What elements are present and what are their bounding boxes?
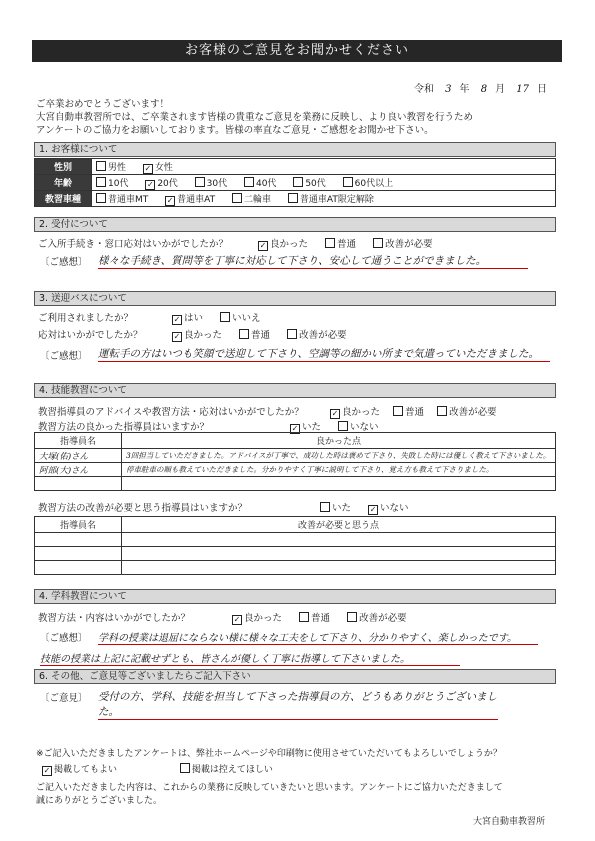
table-row bbox=[35, 561, 556, 575]
bad-instructor-question: 教習方法の改善が必要と思う指導員はいますか？ bbox=[38, 503, 248, 514]
age-label: 年齢 bbox=[35, 175, 92, 191]
date-year: 3 bbox=[445, 84, 452, 95]
instructor-good-point[interactable] bbox=[122, 477, 556, 491]
option-good[interactable]: ✓ 良かった bbox=[259, 239, 309, 250]
checkbox[interactable] bbox=[437, 406, 447, 416]
intro-line-3: アンケートのご協力をお願いしております。皆様の率直なご意見・ご感想をお聞かせ下さい。 bbox=[36, 125, 434, 136]
bad-instructor-table bbox=[34, 516, 556, 575]
publish-permission-note: ※ご記入いただきましたアンケートは、弊社ホームページや印刷物に使用させていただいてもよろしいでしょうか？ bbox=[36, 749, 502, 759]
checkbox-checked[interactable]: ✓ bbox=[173, 332, 181, 341]
vehicle-option[interactable]: 二輪車 bbox=[232, 192, 271, 205]
thanks-line-2: 誠にありがとうございました。 bbox=[36, 796, 163, 806]
section-6-header: 6. その他、ご意見等ございましたらご記入下さい bbox=[34, 669, 556, 684]
customer-info-table bbox=[34, 158, 556, 207]
lecture-comment-line-1[interactable]: 学科の授業は退屈にならない様に様々な工夫をして下さり、分かりやすく、楽しかったです。 bbox=[98, 629, 538, 645]
option-publish-ok[interactable]: ✓ 掲載してもよい bbox=[43, 765, 118, 775]
checkbox-checked[interactable]: ✓ bbox=[173, 315, 181, 324]
vehicle-option[interactable]: ✓ 普通車AT bbox=[166, 194, 216, 205]
instructor-good-point[interactable]: 停車駐車の順も教えていただきました。分かりやすく丁寧に説明して下さり、覚え方も教えて下さりました。 bbox=[122, 463, 556, 477]
table-row bbox=[35, 547, 556, 561]
skill-question: 教習指導員のアドバイスや教習方法・応対はいかがでしたか？ bbox=[38, 407, 304, 418]
instructor-good-point[interactable]: 3回担当していただきました。アドバイスが丁寧で、成功した時は褒めて下さり、失敗した時には優しく教えて下さいました。 bbox=[122, 449, 556, 463]
option-normal[interactable]: 普通 bbox=[299, 610, 330, 624]
checkbox[interactable] bbox=[338, 421, 348, 431]
age-option[interactable]: 40代 bbox=[244, 176, 276, 189]
checkbox[interactable] bbox=[373, 238, 383, 248]
reception-question: ご入所手続き・窓口応対はいかがでしたか？ bbox=[38, 239, 229, 250]
checkbox[interactable] bbox=[287, 329, 297, 339]
form-title: お客様のご意見をお聞かせください bbox=[32, 40, 562, 62]
bus-use-options bbox=[172, 310, 275, 325]
option-normal[interactable]: 普通 bbox=[325, 236, 356, 250]
instructor-bad-point[interactable] bbox=[122, 533, 556, 547]
checkbox[interactable] bbox=[393, 406, 403, 416]
checkbox[interactable] bbox=[293, 177, 303, 187]
date-day: 17 bbox=[516, 84, 529, 95]
section-5-header: 4. 学科教習について bbox=[34, 589, 556, 604]
checkbox-checked[interactable]: ✓ bbox=[291, 424, 299, 433]
checkbox[interactable] bbox=[195, 177, 205, 187]
checkbox[interactable] bbox=[325, 238, 335, 248]
age-option[interactable]: ✓ 20代 bbox=[146, 178, 178, 189]
checkbox-checked[interactable]: ✓ bbox=[369, 505, 377, 514]
vehicle-option[interactable]: 普通車AT限定解除 bbox=[288, 192, 374, 205]
day-unit: 日 bbox=[537, 84, 547, 95]
year-unit: 年 bbox=[459, 84, 470, 95]
instructor-name[interactable] bbox=[35, 561, 122, 575]
table-row bbox=[35, 533, 556, 547]
lecture-comment-label: 〔ご感想〕 bbox=[40, 633, 88, 644]
checkbox-checked[interactable]: ✓ bbox=[166, 195, 174, 205]
checkbox[interactable] bbox=[347, 612, 357, 622]
table-row bbox=[35, 449, 556, 463]
vehicle-row bbox=[35, 191, 556, 207]
checkbox[interactable] bbox=[288, 193, 298, 203]
column-header-point: 良かった点 bbox=[122, 433, 556, 449]
option-no[interactable]: いない bbox=[338, 419, 379, 433]
checkbox[interactable] bbox=[239, 329, 249, 339]
option-good[interactable]: ✓ 良かった bbox=[233, 613, 283, 624]
reception-comment[interactable]: 様々な手続き、質問等を丁寧に対応して下さり、安心して通うことができました。 bbox=[98, 253, 528, 269]
section-2-header: 2. 受付について bbox=[34, 217, 556, 232]
checkbox[interactable] bbox=[320, 502, 330, 512]
instructor-name[interactable]: 大塚(佑)さん bbox=[35, 449, 122, 463]
checkbox[interactable] bbox=[232, 193, 242, 203]
vehicle-option[interactable]: 普通車MT bbox=[96, 192, 148, 205]
other-comment[interactable]: 受付の方、学科、技能を担当して下さった指導員の方、どうもありがとうございました。 bbox=[98, 691, 497, 718]
option-improve[interactable]: 改善が必要 bbox=[287, 327, 347, 341]
good-instructor-question: 教習方法の良かった指導員はいますか？ bbox=[38, 422, 210, 433]
option-improve[interactable]: 改善が必要 bbox=[437, 404, 497, 418]
reception-comment-label: 〔ご感想〕 bbox=[40, 257, 88, 268]
table-header bbox=[35, 517, 556, 533]
section-4-header: 4. 技能教習について bbox=[34, 383, 556, 398]
table-row bbox=[35, 463, 556, 477]
column-header-name: 指導員名 bbox=[35, 517, 122, 533]
vehicle-label: 教習車種 bbox=[35, 191, 92, 207]
age-row bbox=[35, 175, 556, 191]
school-name: 大宮自動車教習所 bbox=[472, 817, 545, 827]
checkbox[interactable] bbox=[96, 161, 106, 171]
checkbox[interactable] bbox=[96, 177, 106, 187]
option-good[interactable]: ✓ 良かった bbox=[173, 330, 223, 341]
option-yes[interactable]: ✓ はい bbox=[173, 313, 204, 324]
option-no[interactable]: ✓ いない bbox=[369, 503, 409, 514]
skill-options bbox=[330, 404, 497, 419]
bad-instructor-options bbox=[320, 500, 423, 515]
bus-comment-label: 〔ご感想〕 bbox=[40, 351, 88, 362]
publish-options bbox=[42, 763, 287, 777]
intro-text bbox=[36, 98, 576, 137]
gender-option[interactable]: ✓ 女性 bbox=[144, 162, 173, 173]
era: 令和 bbox=[413, 84, 434, 95]
date-line bbox=[414, 80, 547, 95]
section-3-header: 3. 送迎バスについて bbox=[34, 291, 556, 306]
other-comment-label: 〔ご意見〕 bbox=[40, 693, 88, 704]
option-publish-no[interactable]: 掲載は控えてほしい bbox=[180, 763, 273, 777]
lecture-options bbox=[232, 610, 421, 625]
gender-row bbox=[35, 159, 556, 175]
checkbox[interactable] bbox=[244, 177, 254, 187]
option-normal[interactable]: 普通 bbox=[239, 327, 270, 341]
checkbox[interactable] bbox=[220, 312, 230, 322]
table-row bbox=[35, 477, 556, 491]
option-good[interactable]: ✓ 良かった bbox=[331, 407, 381, 418]
instructor-bad-point[interactable] bbox=[122, 561, 556, 575]
checkbox[interactable] bbox=[299, 612, 309, 622]
intro-line-2: 大宮自動車教習所では、ご卒業されます皆様の貴重なご意見を業務に反映し、より良い教習を行うため bbox=[36, 112, 474, 123]
checkbox-checked[interactable]: ✓ bbox=[43, 766, 51, 775]
instructor-name[interactable]: 阿部(大)さん bbox=[35, 463, 122, 477]
intro-line-1: ご卒業おめでとうございます！ bbox=[36, 99, 170, 110]
checkbox-checked[interactable]: ✓ bbox=[146, 179, 154, 189]
option-normal[interactable]: 普通 bbox=[393, 404, 424, 418]
bus-service-options bbox=[172, 327, 361, 342]
bus-service-question: 応対はいかがでしたか？ bbox=[38, 330, 143, 341]
instructor-name[interactable] bbox=[35, 477, 122, 491]
option-no[interactable]: いいえ bbox=[220, 310, 261, 324]
instructor-name[interactable] bbox=[35, 533, 122, 547]
gender-label: 性別 bbox=[35, 159, 92, 175]
checkbox[interactable] bbox=[96, 193, 106, 203]
checkbox-checked[interactable]: ✓ bbox=[331, 409, 339, 418]
age-option[interactable]: 50代 bbox=[293, 176, 325, 189]
table-header bbox=[35, 433, 556, 449]
thanks-line-1: ご記入いただきました内容は、これからの業務に反映していきたいと思います。アンケートにご協力いただきまして bbox=[36, 783, 503, 793]
date-month: 8 bbox=[480, 84, 488, 95]
checkbox[interactable] bbox=[343, 177, 353, 187]
lecture-question: 教習方法・内容はいかがでしたか？ bbox=[38, 613, 191, 624]
option-improve[interactable]: 改善が必要 bbox=[373, 236, 433, 250]
option-yes[interactable]: ✓ いた bbox=[291, 422, 322, 433]
lecture-comment-line-2[interactable]: 技能の授業は上記に記載せずとも、皆さんが優しく丁寧に指導して下さいました。 bbox=[40, 650, 460, 666]
checkbox-checked[interactable]: ✓ bbox=[144, 163, 152, 173]
thanks-text bbox=[36, 782, 576, 808]
bus-use-question: ご利用されましたか？ bbox=[38, 313, 134, 324]
option-yes[interactable]: いた bbox=[320, 500, 351, 514]
gender-option[interactable]: 男性 bbox=[96, 160, 126, 173]
age-option[interactable]: 30代 bbox=[195, 176, 227, 189]
checkbox-checked[interactable]: ✓ bbox=[259, 241, 267, 250]
reception-options bbox=[258, 236, 447, 251]
bus-comment[interactable]: 運転手の方はいつも笑顔で送迎して下さり、空調等の細かい所まで気遣っていただきました。 bbox=[98, 346, 550, 362]
instructor-name[interactable] bbox=[35, 547, 122, 561]
month-unit: 月 bbox=[495, 84, 506, 95]
option-improve[interactable]: 改善が必要 bbox=[347, 610, 407, 624]
column-header-point: 改善が必要と思う点 bbox=[122, 517, 556, 533]
checkbox[interactable] bbox=[180, 763, 190, 773]
age-option[interactable]: 10代 bbox=[96, 176, 128, 189]
column-header-name: 指導員名 bbox=[35, 433, 122, 449]
section-1-header: 1. お客様について bbox=[34, 142, 556, 157]
age-option[interactable]: 60代以上 bbox=[343, 176, 393, 189]
good-instructor-table bbox=[34, 432, 556, 491]
instructor-bad-point[interactable] bbox=[122, 547, 556, 561]
checkbox-checked[interactable]: ✓ bbox=[233, 615, 241, 624]
